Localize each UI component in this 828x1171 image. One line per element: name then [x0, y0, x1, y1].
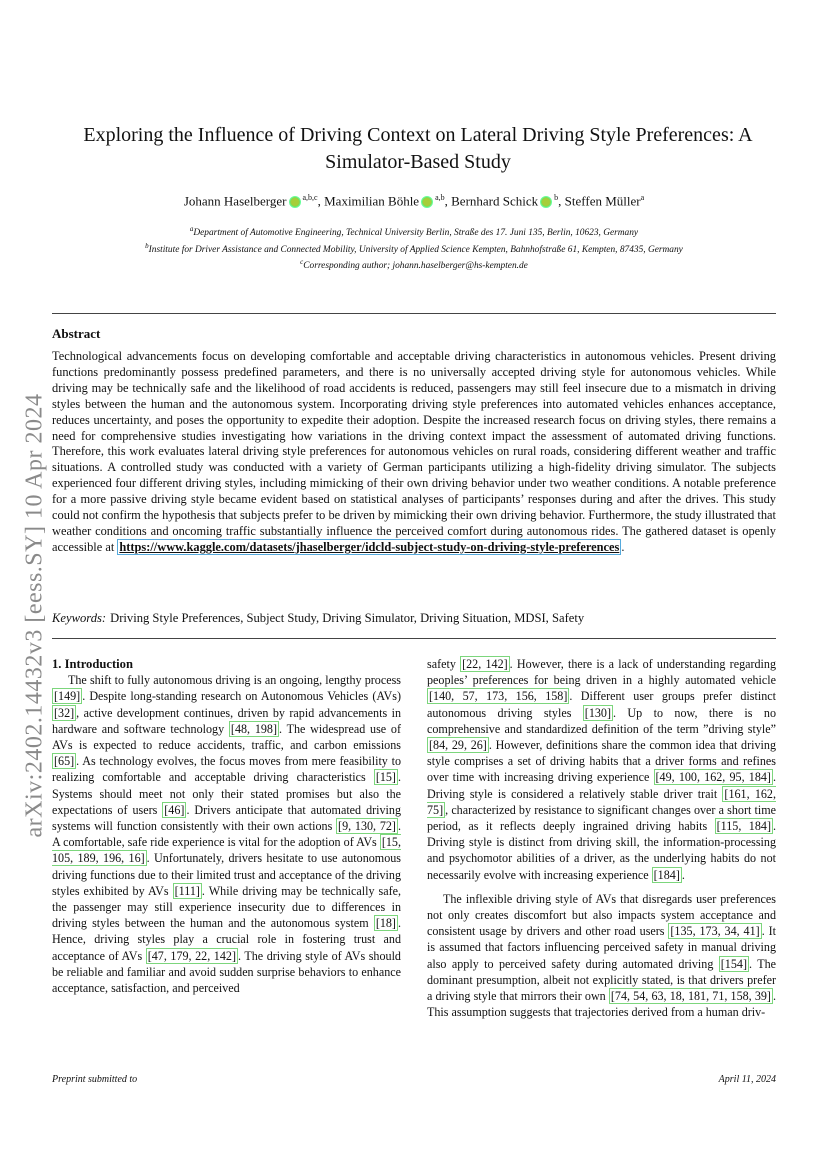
citation-link[interactable]: [49, 100, 162, 95, 184]: [655, 770, 771, 785]
body-text: , characterized by resistance to significant changes over a short time period, as it reflects deeply ingrained driving habits: [427, 802, 776, 834]
abstract-divider: [52, 638, 776, 639]
citation-link[interactable]: [48, 198]: [230, 721, 278, 736]
citation-link[interactable]: [140, 57, 173, 156, 158]: [429, 689, 568, 704]
body-text: . Systems should meet not only their stated promises but also the expectations of users: [52, 770, 401, 817]
body-text: . The dominant presumption, albeit not explicitly stated, is that drivers prefer a driving style that mirrors their own: [427, 956, 776, 1004]
body-text: The inflexible driving style of AVs that disregards user preferences not only creates discomfort but also impacts system acceptance and consistent usage by drivers and other road users: [427, 891, 776, 939]
body-text: . Unfortunately, drivers hesitate to use autonomous driving functions due to their limited trust and acceptance of the driving styles exhibited by AVs: [52, 851, 401, 898]
affiliation-text: Institute for Driver Assistance and Connected Mobility, University of Applied Science Kempten, Bahnhofstraße 61, Kempten, 87435, Germany: [148, 244, 683, 255]
citation-link[interactable]: [9, 130, 72]: [338, 819, 396, 834]
citation-link[interactable]: [22, 142]: [462, 657, 508, 671]
body-text: . Drivers anticipate that automated driving systems will function consistently with their own actions: [52, 802, 402, 834]
affiliation-mark: c: [300, 258, 304, 267]
body-text: The shift to fully autonomous driving is an ongoing, lengthy process: [68, 673, 401, 688]
body-text: . Different user groups prefer distinct autonomous driving styles: [427, 689, 776, 720]
body-text: , active development continues, driven by rapid advancements in hardware and software technology: [52, 705, 401, 736]
citation-link[interactable]: [65]: [54, 754, 75, 769]
body-text: . While driving may be technically safe, the passenger may still experience insecurity due to differences in driving styles between the human and the autonomous system: [52, 883, 402, 931]
body-text: . The widespread use of AVs is expected to reduce accidents, traffic, and carbon emissions: [52, 721, 401, 753]
arxiv-identifier-text: arXiv:2402.14432v3 [eess.SY] 10 Apr 2024: [21, 393, 48, 837]
citation-link[interactable]: [111]: [174, 883, 200, 898]
citation-link[interactable]: [115, 184]: [716, 819, 771, 834]
body-paragraph: [427, 891, 776, 1021]
citation-link[interactable]: [46]: [164, 802, 185, 817]
body-text: safety: [427, 657, 461, 671]
author-name: Johann Haselberger: [183, 193, 287, 209]
affiliation-line: [52, 223, 776, 240]
abstract-end: .: [621, 539, 625, 554]
citation-link[interactable]: [149]: [54, 689, 81, 704]
body-text: . Driving style is considered a relatively stable driver trait: [427, 770, 776, 801]
body-text: .: [681, 867, 685, 882]
section-heading: 1. Introduction: [52, 657, 133, 671]
citation-link[interactable]: [74, 54, 63, 18, 181, 71, 158, 39]: [610, 989, 771, 1004]
citation-link[interactable]: [15]: [375, 770, 396, 785]
citation-link[interactable]: [135, 173, 34, 41]: [670, 924, 760, 939]
citation-link[interactable]: [130]: [584, 705, 611, 720]
affiliation-mark: b: [145, 241, 149, 250]
citation-link[interactable]: [184]: [653, 867, 680, 882]
left-column-body: [52, 672, 401, 996]
citation-link[interactable]: [84, 29, 26]: [429, 738, 487, 753]
body-text: . Up to now, there is no comprehensive and standardized definition of the term ”driving style”: [427, 705, 776, 736]
keywords-text: Driving Style Preferences, Subject Study, Driving Simulator, Driving Situation, MDSI, Safety: [110, 611, 585, 625]
body-text: . Hence, driving styles play a crucial role in fostering trust and acceptance of AVs: [52, 916, 401, 963]
affiliation-line: [52, 256, 776, 273]
right-column: [427, 656, 776, 1020]
author-name: Bernhard Schick: [451, 193, 539, 209]
body-text: . The driving style of AVs should be reliable and familiar and avoid sudden surprise behaviors to enhance acceptance, satisfaction, and perceived: [52, 948, 401, 996]
citation-link[interactable]: [18]: [375, 916, 396, 931]
body-text: . It is assumed that factors influencing perceived safety in manual driving also apply to perceived safety during automated driving: [427, 924, 776, 971]
orcid-icon[interactable]: [540, 196, 552, 208]
citation-link[interactable]: [161, 162, 75]: [427, 786, 776, 817]
footer-left: Preprint submitted to: [52, 1074, 138, 1085]
arxiv-identifier: [20, 355, 50, 875]
left-column: [52, 656, 401, 996]
author-name: Maximilian Böhle: [324, 193, 420, 209]
affiliation-text: Department of Automotive Engineering, Technical University Berlin, Straße des 17. Juni 135, Berlin, 10623, Germany: [193, 228, 639, 239]
paper-title: Exploring the Influence of Driving Context on Lateral Driving Style Preferences: A Simulator-Based Study: [83, 124, 753, 173]
citation-link[interactable]: [32]: [54, 705, 75, 720]
author-name: Steffen Müller: [564, 193, 641, 209]
body-paragraph: [52, 672, 401, 996]
affiliation-text: Corresponding author; johann.haselberger@hs-kempten.de: [303, 261, 528, 272]
author-affiliation-marks: b: [554, 193, 559, 202]
body-text: . However, there is a lack of understanding regarding peoples’ preferences for being driven in a highly automated vehicle: [427, 657, 777, 688]
header-divider: [52, 313, 776, 314]
abstract-text: [52, 349, 776, 556]
author-affiliation-marks: a: [640, 193, 645, 202]
author-list: Johann Haselberger $^{a,b,c}$, Maximilian Böhle $^{a,b}$, Bernhard Schick $^b$, Steffen Müller$^a$: [183, 193, 645, 209]
citation-link[interactable]: [47, 179, 22, 142]: [147, 948, 236, 963]
footer-date: April 11, 2024: [718, 1074, 776, 1085]
author-affiliation-marks: a,b,c: [302, 193, 318, 202]
right-column-body: [427, 656, 776, 1020]
keywords-label: Keywords:: [52, 611, 107, 625]
body-text: . As technology evolves, the focus moves from mere feasibility to realizing comfortable and acceptable driving characteristics: [52, 754, 401, 785]
abstract-body-text: Technological advancements focus on developing comfortable and acceptable driving characteristics in autonomous vehicles. Present driving functions predominantly possess predefined parameters, and there is no universally accepted driving style for autonomous vehicles. While driving may be technically safe and the likelihood of road accidents is reduced, passengers may still feel insecure due to a mismatch in driving styles between the human and the autonomous system. Incorporating driving style preferences into automated vehicles enhances acceptance, reduces uncertainty, and poses the opportunity to expedite their adoption. Despite the increased research focus on driving styles, there remains a need for comprehensive studies investigating how variations in the driving context impact the assessment of automated driving functions. Therefore, this work evaluates lateral driving style preferences for autonomous vehicles on rural roads, considering different weather and traffic situations. A controlled study was conducted with a variety of German participants utilizing a high-fidelity driving simulator. The subjects experienced four different driving styles, including mimicking of their own driving behavior under two weather conditions. A notable preference for a more passive driving style became evident based on statistical analyses of participants’ responses during and after the drives. This study could not confirm the hypothesis that subjects prefer to be driven by mimicking their own driving behavior. Furthermore, the study illustrated that weather conditions and oncoming traffic substantially influence the perceived comfort during autonomous rides. The gathered dataset is openly accessible at: [52, 349, 776, 554]
keywords: [52, 611, 584, 626]
body-text: . A comfortable, safe ride experience is vital for the adoption of AVs: [52, 819, 401, 850]
affiliation-mark: a: [189, 225, 194, 233]
abstract-heading: Abstract: [52, 326, 101, 341]
affiliation-line: [52, 240, 776, 257]
body-text: . Despite long-standing research on Autonomous Vehicles (AVs): [82, 689, 401, 704]
body-text: . This assumption suggests that trajectories derived from a human driv-: [427, 989, 776, 1020]
orcid-icon[interactable]: [289, 196, 301, 208]
citation-link[interactable]: [15, 105, 189, 196, 16]: [52, 835, 401, 866]
citation-link[interactable]: [154]: [720, 956, 747, 971]
body-text: . Driving style is distinct from driving skill, the information-processing and psychomotor abilities of a driver, as the underlying habits do not necessarily evolve with increasing experience: [427, 819, 776, 882]
body-paragraph: [427, 656, 776, 883]
dataset-link[interactable]: https://www.kaggle.com/datasets/jhaselberger/idcld-subject-study-on-driving-style-preferences: [119, 539, 620, 554]
orcid-icon[interactable]: [421, 196, 433, 208]
body-text: . However, definitions share the common idea that driving style comprises a set of driving habits that a driver forms and refines over time with increasing driving experience: [427, 738, 776, 785]
author-affiliation-marks: a,b: [435, 193, 445, 202]
affiliation-list: [52, 223, 776, 273]
